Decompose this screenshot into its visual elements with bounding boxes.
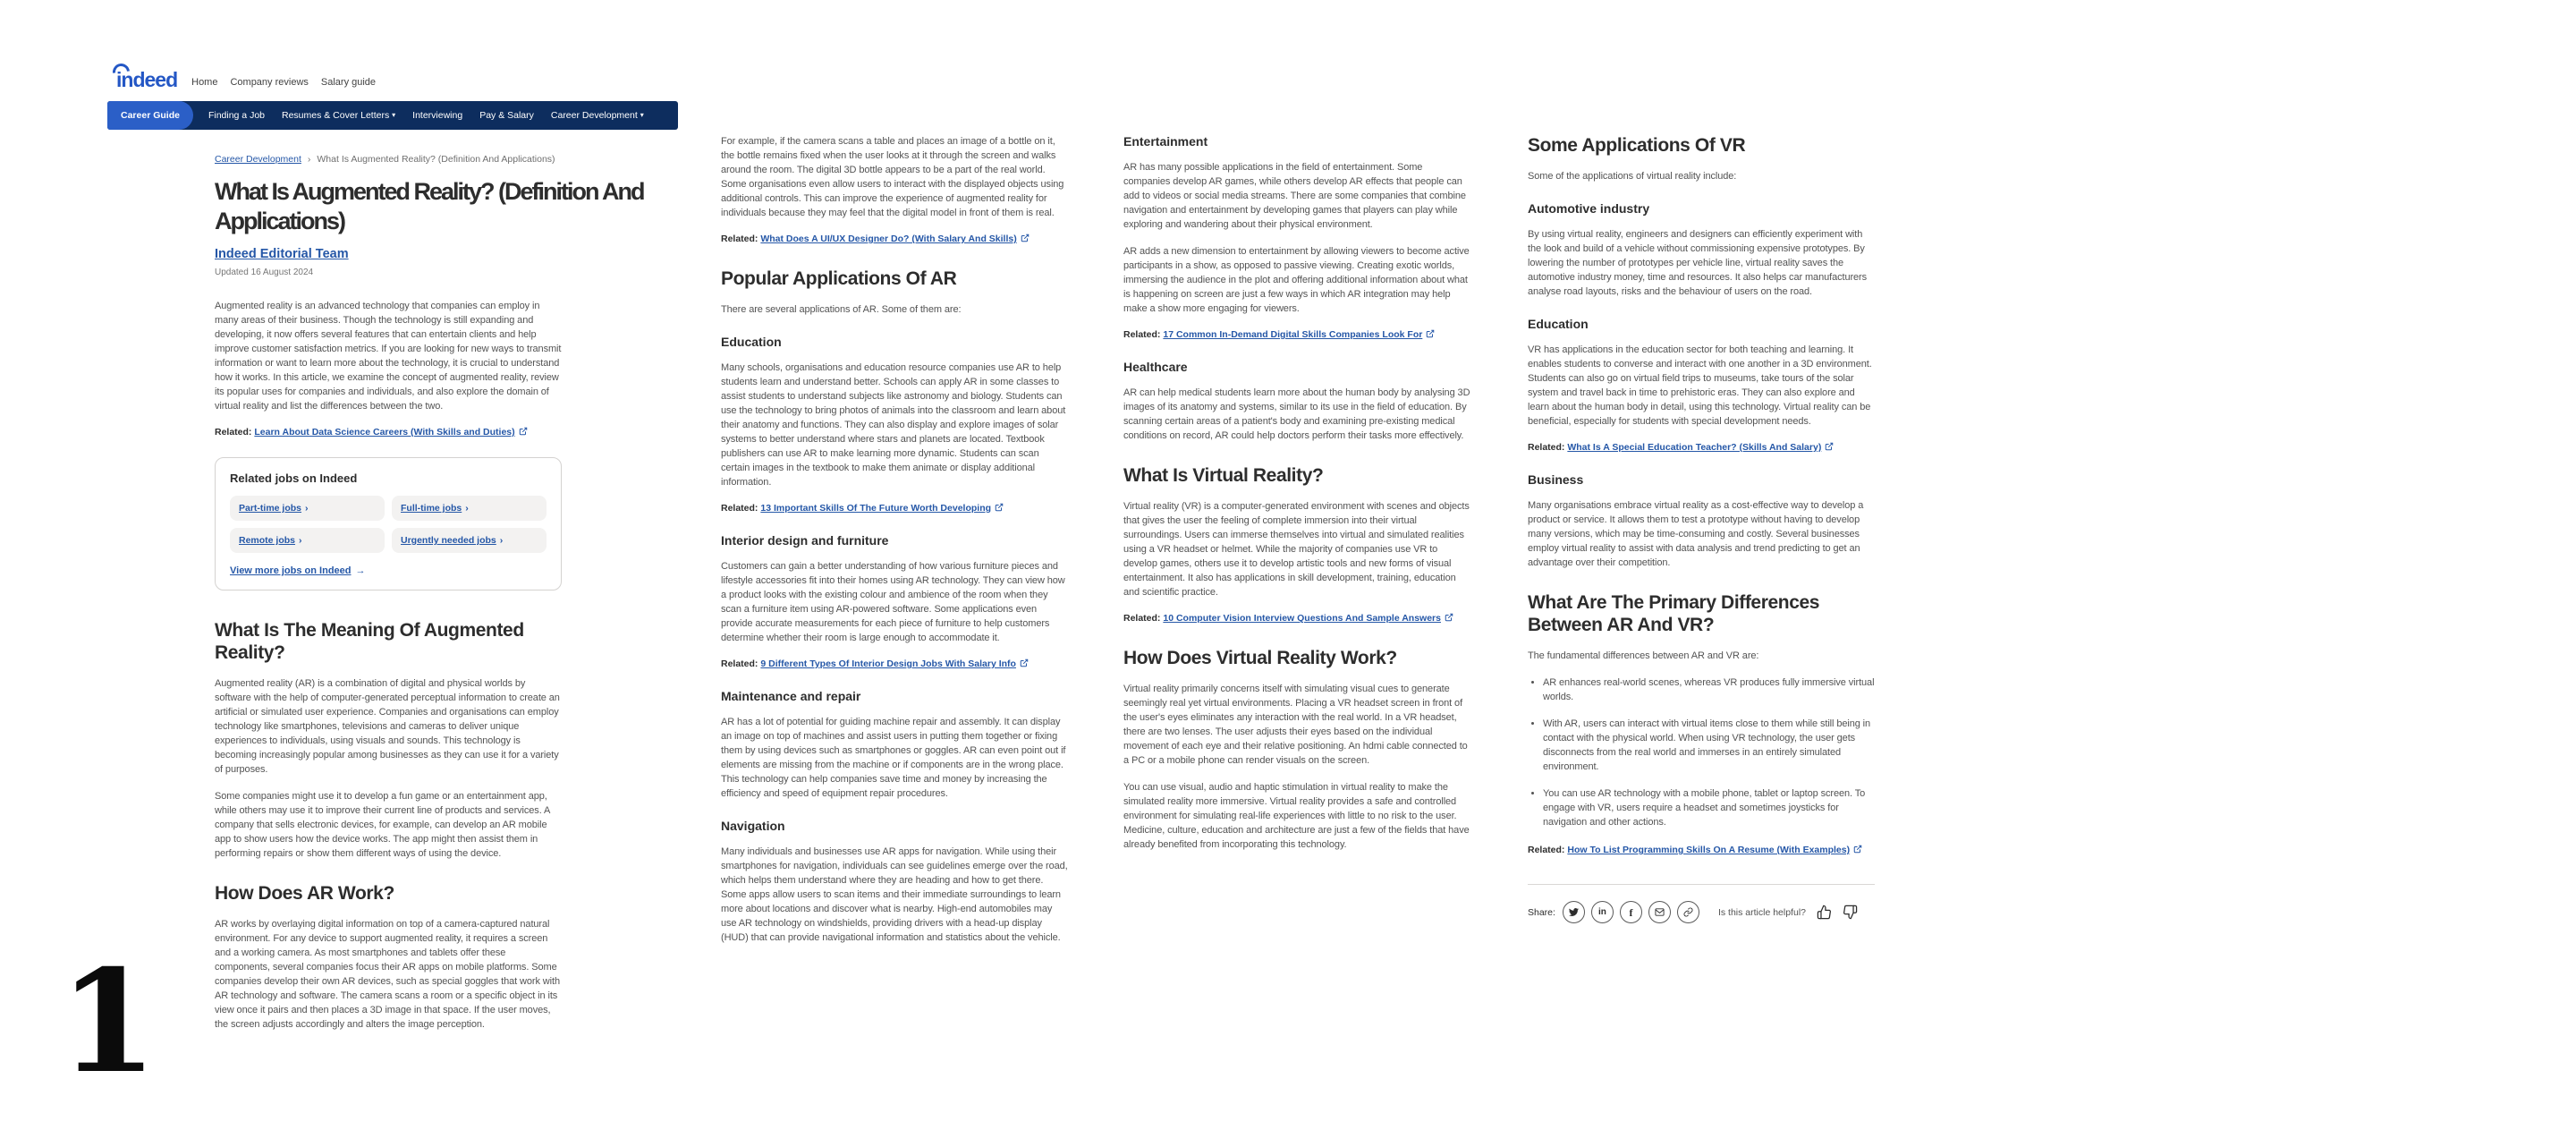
nav-career-development[interactable]: Career Development ▾: [550, 110, 644, 121]
chevron-down-icon: ▾: [640, 111, 644, 119]
related-link-future-skills[interactable]: 13 Important Skills Of The Future Worth Developing: [760, 503, 1004, 514]
indeed-logo[interactable]: [116, 70, 177, 90]
subheading-maintenance-repair: Maintenance and repair: [721, 689, 861, 703]
paragraph: Customers can gain a better understanding of how various furniture pieces and lifestyle accessories fit into their homes using AR technology. They can view how a product looks with the existing colour and ambience of the room when they scan a furniture item using AR-powered software. Some applications even provide accurate measurements for each piece of furniture to help customers determine whether their room is large enough to accommodate it.: [721, 561, 1065, 643]
paragraph: There are several applications of AR. Some of them are:: [721, 304, 962, 315]
heading-differences-ar-vr: What Are The Primary Differences Between AR And VR?: [1528, 592, 1820, 635]
paragraph: Virtual reality (VR) is a computer-generated environment with scenes and objects that gives the user the feeling of complete immersion into their virtual surroundings. Users can immerse themselves into virtual and simulated realities using a VR headset or helmet. While the majority of companies use VR to develop games, others use it to develop artistic tools and new forms of visual entertainment. It also has applications in skill development, training, education and scientific practice.: [1123, 501, 1470, 598]
paragraph: AR has a lot of potential for guiding machine repair and assembly. It can display an image on top of machines and assist users in putting them together or fixing them by using devices such as smartphones or goggles. AR can even point out if elements are missing from the machine or if components are in the wrong place. This technology can help companies save time and money by increasing the efficiency and speed of equipment repair procedures.: [721, 717, 1066, 799]
related-label: Related:: [721, 503, 758, 514]
paragraph: Some of the applications of virtual reality include:: [1528, 171, 1737, 182]
page-number: 1: [59, 939, 157, 1105]
thumbs-down-icon: [1843, 905, 1858, 920]
link-icon: [1683, 907, 1693, 917]
related-line: [721, 502, 1068, 515]
column-1: [215, 299, 562, 1044]
twitter-share-button[interactable]: [1563, 901, 1585, 923]
heading-what-is-virtual-reality: What Is Virtual Reality?: [1123, 465, 1324, 486]
external-link-icon: [1445, 613, 1453, 622]
related-line: [215, 426, 562, 439]
paragraph: Many schools, organisations and education resource companies use AR to help students learn and understand better. Schools can apply AR in some classes to assist students to understand subjects like astronomy and biology. Students can use the technology to bring photos of animals into the classroom and learn about their anatomy and functions. They can also display and explore images of solar systems to better understand where stars and planets are located. Textbook publishers can use AR to make learning more dynamic. Students can scan certain images in the textbook to make them animate or display additional information.: [721, 362, 1066, 488]
linkedin-share-button[interactable]: [1591, 901, 1614, 923]
paragraph: Many individuals and businesses use AR apps for navigation. While using their smartphones for navigation, individuals can see guidelines emerge over the road, which helps them understand where they are heading and how to get there. Some apps allow users to scan items and their immediate surroundings to learn more about locations and discover what is nearby. High-end automobiles may use AR technology on windshields, providing drivers with a head-up display (HUD) that can provide navigational information and statistics about the vehicle.: [721, 846, 1068, 943]
thumbs-down-button[interactable]: [1843, 905, 1858, 920]
career-guide-items: [208, 110, 644, 121]
related-line: [1528, 844, 1875, 857]
paragraph: Augmented reality (AR) is a combination of digital and physical worlds by software with the help of computer-generated perceptual information to create an artificial or simulated user experience. Companies and organisations can employ technology like smartphones, televisions and cameras to deliver unique experiences to individuals, using visuals and sounds. This technology is becoming increasingly popular among businesses as they can use it for a variety of purposes.: [215, 678, 560, 775]
related-line: [1528, 441, 1875, 455]
intro-paragraph: Augmented reality is an advanced technology that companies can employ in many areas of their business. Though the technology is still expanding and developing, it now offers several features that can entertain clients and help improve customer satisfaction metrics. If you are looking for new ways to transmit information or want to learn more about the technology, it is crucial to understand how it works. In this article, we examine the concept of augmented reality, review its popular uses for companies and individuals, and also explore the domain of virtual reality and list the differences between the two.: [215, 301, 562, 412]
chevron-down-icon: ▾: [392, 111, 396, 119]
top-nav-salary-guide[interactable]: Salary guide: [320, 77, 377, 88]
external-link-icon: [519, 427, 528, 436]
related-link-computer-vision[interactable]: 10 Computer Vision Interview Questions And Sample Answers: [1163, 613, 1453, 624]
external-link-icon: [1825, 442, 1834, 451]
chip-urgently-needed-jobs[interactable]: Urgently needed jobs ›: [392, 528, 547, 553]
updated-date: Updated 16 August 2024: [215, 268, 314, 277]
chevron-right-icon: ›: [499, 535, 504, 546]
paragraph: For example, if the camera scans a table and places an image of a bottle on it, the bottle remains fixed when the user looks at it through the screen and walks around the room. The digital 3D bottle appears to be a part of the real world. Some organisations even allow users to interact with the displayed objects using additional controls. This can improve the experience of augmented reality for individuals because they may feel that the digital model in front of them is real.: [721, 136, 1064, 218]
helpful-question: Is this article helpful?: [1717, 906, 1806, 918]
chip-part-time-jobs[interactable]: Part-time jobs ›: [230, 496, 385, 521]
top-nav-company-reviews[interactable]: Company reviews: [230, 77, 309, 88]
share-row: [1528, 901, 1875, 923]
external-link-icon: [1426, 329, 1435, 338]
page-title: What Is Augmented Reality? (Definition And Applications): [215, 178, 644, 234]
heading-how-does-ar-work: How Does AR Work?: [215, 883, 394, 904]
related-link-digital-skills[interactable]: 17 Common In-Demand Digital Skills Companies Look For: [1163, 329, 1435, 340]
column-2: [721, 134, 1068, 957]
subheading-entertainment: Entertainment: [1123, 134, 1208, 149]
related-label: Related:: [215, 427, 252, 438]
heading-meaning-of-ar: What Is The Meaning Of Augmented Reality?: [215, 620, 524, 663]
nav-resumes-cover-letters[interactable]: Resumes & Cover Letters ▾: [282, 110, 396, 121]
related-label: Related:: [1123, 613, 1161, 624]
nav-finding-a-job[interactable]: Finding a Job: [208, 110, 265, 121]
heading-popular-applications: Popular Applications Of AR: [721, 268, 957, 289]
list-item: • You can use AR technology with a mobile phone, tablet or laptop screen. To engage with VR, users require a headset and sometimes joysticks for navigation and other actions.: [1543, 786, 1875, 829]
paragraph: VR has applications in the education sector for both teaching and learning. It enables students to converse and interact with one another in a 3D environment. Students can also go on virtual field trips to museums, take tours of the solar system and travel back in time to prehistoric eras. They can also explore and learn about the human body in detail, using this technology. Virtual reality can be beneficial, especially for students with special development needs.: [1528, 344, 1872, 427]
related-label: Related:: [1528, 845, 1565, 855]
nav-interviewing[interactable]: Interviewing: [412, 110, 463, 121]
related-line: [721, 658, 1068, 671]
paragraph: You can use visual, audio and haptic stimulation in virtual reality to make the simulated reality more immersive. Virtual reality provides a safe and controlled environment for simulating real-life experiences with little to no risk to the user. Medicine, culture, education and architecture are just a few of the fields that have already benefited from incorporating this technology.: [1123, 782, 1470, 850]
external-link-icon: [1020, 658, 1029, 667]
paragraph: Virtual reality primarily concerns itself with simulating visual cues to generate seemingly real yet virtual environments. Placing a VR headset screen in front of the user's eyes eliminates any interaction with the real world. In a VR headset, there are two lenses. The user adjusts their eyes based on the individual movement of each eye and their relative positioning. An hdmi cable connected to a PC or a mobile phone can render visuals on the screen.: [1123, 684, 1468, 766]
subheading-navigation: Navigation: [721, 819, 785, 833]
breadcrumb-career-development[interactable]: Career Development: [215, 154, 301, 165]
paragraph: Some companies might use it to develop a fun game or an entertainment app, while others may use it to improve their current line of products and services. A company that sells electronic devices, for example, can develop an AR mobile app to show users how the device works. The app might then assist them in performing repairs or show them different ways of using the device.: [215, 791, 550, 859]
linkedin-icon: in: [1597, 906, 1606, 917]
indeed-logo-text: indeed: [116, 68, 178, 91]
author-link[interactable]: Indeed Editorial Team: [215, 247, 349, 261]
share-label: Share:: [1528, 906, 1555, 918]
thumbs-up-button[interactable]: [1817, 905, 1832, 920]
subheading-education-vr: Education: [1528, 317, 1589, 331]
related-link-programming-skills[interactable]: How To List Programming Skills On A Resume (With Examples): [1567, 845, 1862, 855]
column-4: [1528, 134, 1875, 923]
view-more-jobs-link[interactable]: View more jobs on Indeed →: [230, 565, 366, 576]
paragraph: AR can help medical students learn more about the human body by analysing 3D images of its anatomy and systems, similar to its use in the field of education. By scanning certain areas of a patient's body and examining pre-existing medical conditions on record, AR could help doctors perform their tasks more effectively.: [1123, 387, 1470, 441]
related-jobs-box: [215, 457, 562, 590]
paragraph: AR works by overlaying digital information on top of a camera-captured natural environment. For any device to support augmented reality, it requires a screen and a working camera. As most smartphones and tablets offer these components, several companies focus their AR apps on mobile platforms. Some companies develop their own AR devices, such as special goggles that work with AR technology and software. The camera scans a room or a specific object in its view once it pairs and then places a 3D image in that space. If the user moves, the screen adjusts accordingly and alters the image perception.: [215, 919, 560, 1030]
paragraph: The fundamental differences between AR and VR are:: [1528, 650, 1759, 661]
heading-how-does-vr-work: How Does Virtual Reality Work?: [1123, 648, 1397, 668]
top-nav-home[interactable]: Home: [191, 77, 218, 88]
chip-remote-jobs[interactable]: Remote jobs ›: [230, 528, 385, 553]
subheading-education: Education: [721, 335, 782, 349]
related-label: Related:: [1528, 442, 1565, 453]
chip-full-time-jobs[interactable]: Full-time jobs ›: [392, 496, 547, 521]
column-3: [1123, 134, 1470, 864]
external-link-icon: [995, 503, 1004, 512]
breadcrumb-current: What Is Augmented Reality? (Definition And Applications): [317, 154, 555, 165]
differences-list: [1528, 675, 1875, 829]
external-link-icon: [1021, 234, 1030, 242]
breadcrumb-separator-icon: ›: [307, 154, 311, 165]
related-label: Related:: [1123, 329, 1161, 340]
facebook-share-button[interactable]: [1620, 901, 1642, 923]
related-label: Related:: [721, 234, 758, 244]
chevron-right-icon: ›: [299, 535, 302, 546]
email-icon: [1655, 907, 1665, 917]
related-line: [1123, 612, 1470, 625]
chevron-right-icon: ›: [465, 503, 469, 514]
arrow-right-icon: →: [355, 565, 366, 576]
list-item: • With AR, users can interact with virtual items close to them while still being in contact with the physical world. When using VR technology, the user gets disconnects from the real world and immerses in an entirely simulated environment.: [1543, 717, 1875, 774]
external-link-icon: [1853, 845, 1862, 854]
related-line: [1123, 328, 1470, 342]
subheading-interior-design: Interior design and furniture: [721, 533, 889, 548]
heading-some-applications-of-vr: Some Applications Of VR: [1528, 135, 1746, 156]
divider: [1528, 884, 1875, 885]
breadcrumb: [215, 154, 555, 165]
subheading-business: Business: [1528, 472, 1584, 487]
related-link-data-science[interactable]: Learn About Data Science Careers (With Skills and Duties): [254, 427, 527, 438]
paragraph: AR adds a new dimension to entertainment by allowing viewers to become active participants in a show, as opposed to passive viewing. Creating exotic worlds, immersing the audience in the plot and offering additional information about what is happening on screen are just a few ways in which AR integration may help make a show more engaging for viewers.: [1123, 246, 1470, 314]
top-nav: [116, 70, 376, 90]
career-guide-brand[interactable]: Career Guide: [107, 101, 193, 130]
copy-link-button[interactable]: [1677, 901, 1699, 923]
related-jobs-title: Related jobs on Indeed: [230, 472, 358, 485]
related-link-uiux-designer[interactable]: What Does A UI/UX Designer Do? (With Salary And Skills): [760, 234, 1029, 244]
related-link-special-education-teacher[interactable]: What Is A Special Education Teacher? (Skills And Salary): [1567, 442, 1834, 453]
facebook-icon: f: [1629, 905, 1633, 919]
related-link-interior-design-jobs[interactable]: 9 Different Types Of Interior Design Jobs With Salary Info: [760, 658, 1029, 669]
related-line: [721, 233, 1068, 246]
twitter-icon: [1569, 907, 1579, 917]
chevron-right-icon: ›: [305, 503, 309, 514]
career-guide-nav: [107, 101, 678, 130]
thumbs-up-icon: [1817, 905, 1832, 920]
paragraph: AR has many possible applications in the field of entertainment. Some companies develop AR games, while others develop AR effects that people can add to videos or social media streams. There are some companies that combine navigation and entertainment by developing games that players can play while exploring and wandering about their physical environment.: [1123, 162, 1466, 230]
email-share-button[interactable]: [1648, 901, 1671, 923]
list-item: • AR enhances real-world scenes, whereas VR produces fully immersive virtual worlds.: [1543, 675, 1875, 704]
related-label: Related:: [721, 658, 758, 669]
paragraph: Many organisations embrace virtual reality as a cost-effective way to develop a product or service. It allows them to test a prototype without having to develop many versions, which may be time-consuming and costly. Several businesses employ virtual reality to assist with data analysis and trend predicting to get an advantage over their competition.: [1528, 500, 1864, 568]
paragraph: By using virtual reality, engineers and designers can efficiently experiment with the look and build of a vehicle without commissioning expensive prototypes. By lowering the number of prototypes per vehicle line, virtual reality saves the automotive industry money, time and resources. It also helps car manufacturers analyse road layouts, risks and the behaviour of users on the road.: [1528, 229, 1868, 297]
subheading-automotive-industry: Automotive industry: [1528, 201, 1650, 216]
subheading-healthcare: Healthcare: [1123, 360, 1188, 374]
nav-pay-salary[interactable]: Pay & Salary: [479, 110, 534, 121]
top-nav-links: [191, 77, 376, 90]
job-chips: [230, 496, 547, 553]
